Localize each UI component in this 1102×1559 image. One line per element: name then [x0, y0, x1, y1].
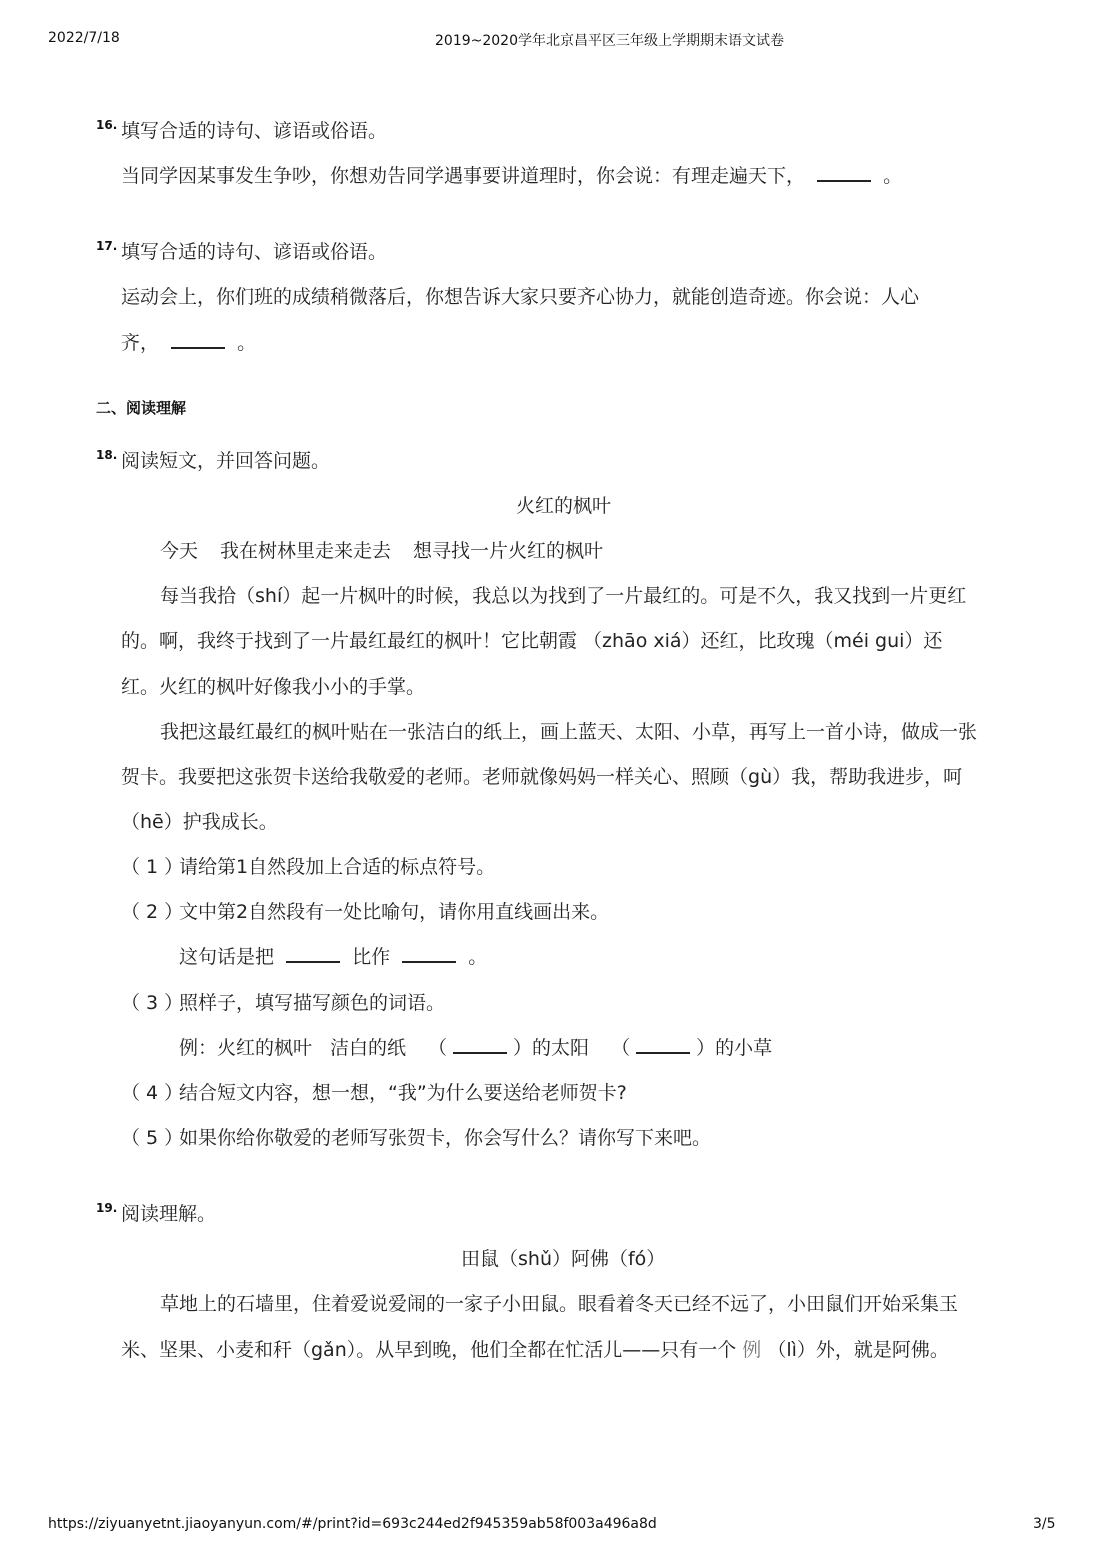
q17-prompt: 填写合适的诗句、谚语或俗语。	[121, 241, 388, 263]
s3-open-paren-1: （	[428, 1037, 448, 1059]
s3-open-paren-2: （	[611, 1037, 631, 1059]
subquestion-4: 结合短文内容，想一想，“我”为什么要送给老师贺卡?	[179, 1082, 627, 1104]
q16-prompt: 填写合适的诗句、谚语或俗语。	[121, 120, 388, 142]
q17-blank[interactable]	[171, 332, 225, 349]
subquestion-5-label: （ 5 ）	[121, 1127, 184, 1149]
passage-paragraph-1	[160, 538, 603, 564]
q19-prompt: 阅读理解。	[121, 1203, 217, 1225]
print-date: 2022/7/18	[48, 30, 120, 46]
question-number-17: 17.	[96, 239, 118, 253]
q19-passage-line2	[121, 1337, 949, 1363]
passage-paragraph-3-line1: 我把这最红最红的枫叶贴在一张洁白的纸上，画上蓝天、太阳、小草，再写上一首小诗，做成一张	[160, 721, 978, 743]
subquestion-5: 如果你给你敬爱的老师写张贺卡，你会写什么？请你写下来吧。	[179, 1127, 712, 1149]
passage-paragraph-2-line2: 的。啊，我终于找到了一片最红最红的枫叶！它比朝霞 （zhāo xiá）还红，比玫瑰（méi gui）还	[121, 630, 943, 652]
q19-line2-c: （lì）外，就是阿佛。	[767, 1339, 949, 1361]
section-heading: 二、阅读理解	[96, 399, 187, 417]
q19-passage-title: 田鼠（shǔ）阿佛（fó）	[461, 1248, 666, 1270]
passage-paragraph-3-line3: （hē）护我成长。	[121, 811, 278, 833]
document-title: 2019~2020学年北京昌平区三年级上学期期末语文试卷	[435, 33, 784, 49]
s3-grass-text: ）的小草	[696, 1037, 773, 1059]
subquestion-1: 请给第1自然段加上合适的标点符号。	[179, 856, 496, 878]
s2-blank-1[interactable]	[286, 946, 340, 963]
q19-passage-line1: 草地上的石墙里，住着爱说爱闹的一家子小田鼠。眼看着冬天已经不远了，小田鼠们开始采集玉	[160, 1293, 959, 1315]
s2-fill-text-b: 比作	[352, 946, 391, 968]
subquestion-1-label: （ 1 ）	[121, 856, 184, 878]
q16-body: 当同学因某事发生争吵，你想劝告同学遇事要讲道理时，你会说：有理走遍天下，	[121, 165, 806, 187]
page-number: 3/5	[1033, 1516, 1056, 1532]
q17-body: 齐，	[121, 332, 160, 354]
s2-fill-end: 。	[468, 946, 488, 968]
s3-blank-1[interactable]	[453, 1037, 507, 1054]
q17-text-line2	[121, 330, 256, 356]
p1-part-b: 我在树林里走来走去	[220, 540, 392, 562]
question-number-16: 16.	[96, 118, 118, 132]
s3-example: 例：火红的枫叶	[179, 1037, 313, 1059]
s3-example-2: 洁白的纸	[330, 1037, 407, 1059]
s3-sun-text: ）的太阳	[513, 1037, 590, 1059]
q19-line2-a: 米、坚果、小麦和秆（gǎn）。从早到晚，他们全都在忙活儿——只有一个	[121, 1339, 737, 1361]
passage-paragraph-2-line1: 每当我拾（shí）起一片枫叶的时候，我总以为找到了一片最红的。可是不久，我又找到一片更红	[160, 585, 967, 607]
s2-blank-2[interactable]	[402, 946, 456, 963]
subquestion-4-label: （ 4 ）	[121, 1082, 184, 1104]
q17-text-line1: 运动会上，你们班的成绩稍微落后，你想告诉大家只要齐心协力，就能创造奇迹。你会说：人心	[121, 286, 920, 308]
q19-line2-highlight: 例	[742, 1339, 762, 1361]
question-number-19: 19.	[96, 1201, 118, 1215]
q18-prompt: 阅读短文，并回答问题。	[121, 450, 331, 472]
p1-part-c: 想寻找一片火红的枫叶	[413, 540, 604, 562]
p1-part-a: 今天	[160, 540, 199, 562]
passage-paragraph-3-line2: 贺卡。我要把这张贺卡送给我敬爱的老师。老师就像妈妈一样关心、照顾（gù）我，帮助我进步，呵	[121, 766, 963, 788]
passage-paragraph-2-line3: 红。火红的枫叶好像我小小的手掌。	[121, 676, 426, 698]
s2-fill-text-a: 这句话是把	[179, 946, 275, 968]
s3-blank-2[interactable]	[636, 1037, 690, 1054]
subquestion-3-fill	[179, 1035, 772, 1061]
subquestion-2-label: （ 2 ）	[121, 901, 184, 923]
q16-blank[interactable]	[817, 165, 871, 182]
subquestion-2-fill	[179, 944, 487, 970]
passage-title: 火红的枫叶	[516, 495, 612, 517]
q17-end: 。	[237, 332, 257, 354]
question-number-18: 18.	[96, 448, 118, 462]
q16-end: 。	[883, 165, 903, 187]
q16-text	[121, 163, 902, 189]
subquestion-3: 照样子，填写描写颜色的词语。	[179, 992, 446, 1014]
subquestion-2: 文中第2自然段有一处比喻句，请你用直线画出来。	[179, 901, 610, 923]
footer-url: https://ziyuanyetnt.jiaoyanyun.com/#/print?id=693c244ed2f945359ab58f003a496a8d	[48, 1516, 657, 1532]
subquestion-3-label: （ 3 ）	[121, 992, 184, 1014]
